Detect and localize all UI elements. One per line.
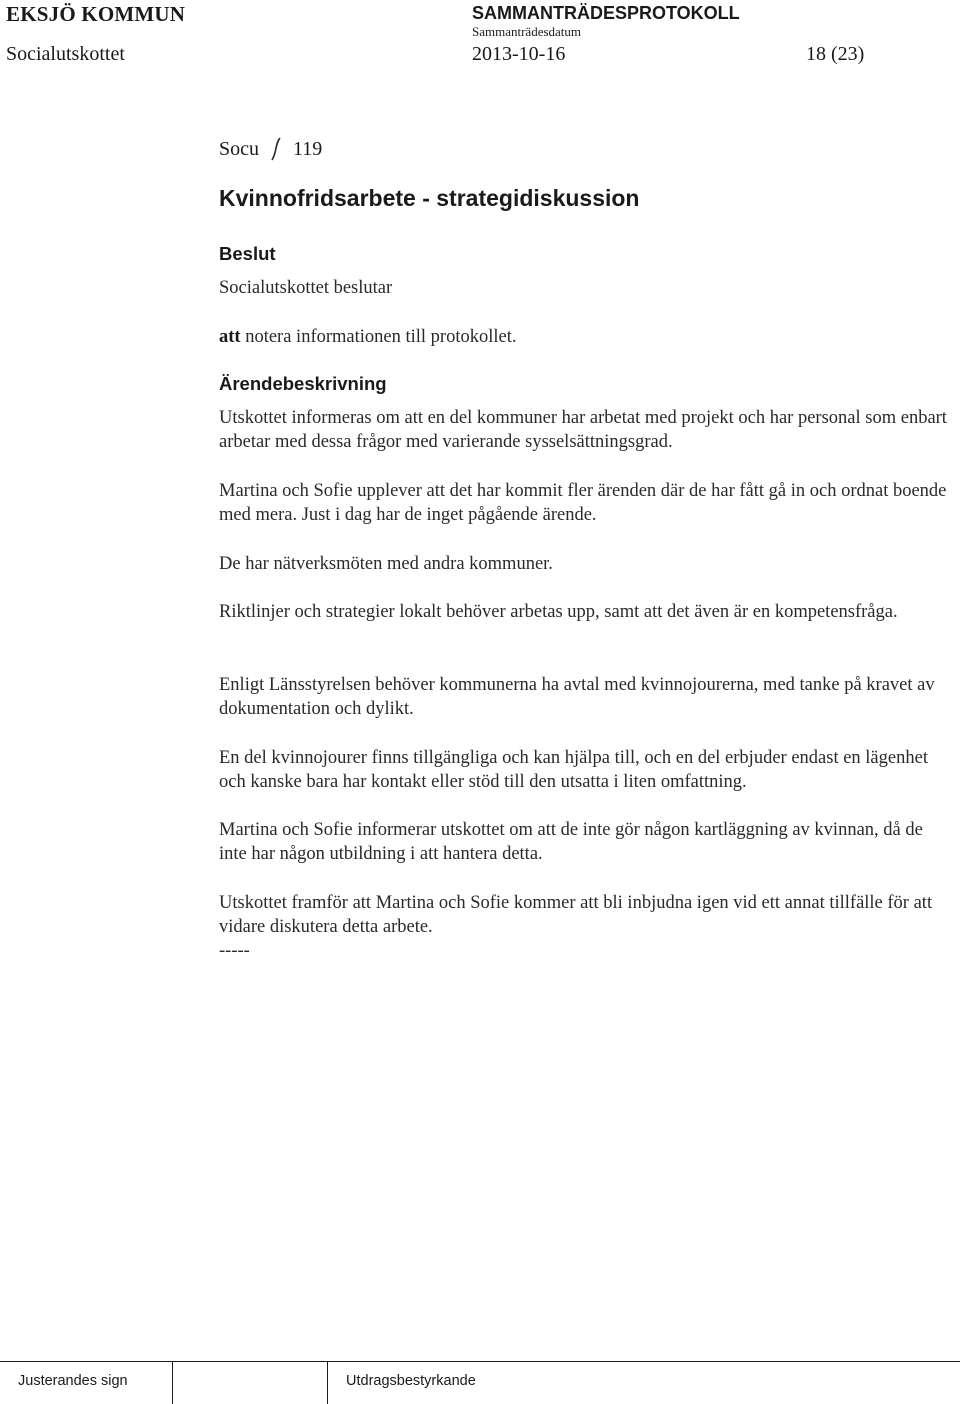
org-name: EKSJÖ KOMMUN — [6, 2, 186, 26]
description-paragraph: Utskottet framför att Martina och Sofie kommer att bli inbjudna igen vid ett annat tillfälle för att vidare diskutera detta arbete. — [219, 893, 933, 937]
description-paragraph: En del kvinnojourer finns tillgängliga och kan hjälpa till, och en del erbjuder endast en lägenhet och kanske bara har kontakt eller stöd till den utsatta i liten omfattning. — [219, 748, 928, 792]
paragraph-prefix: Socu — [219, 137, 259, 160]
footer-divider — [327, 1361, 328, 1404]
description-paragraph: Martina och Sofie upplever att det har kommit fler ärenden där de har fått gå in och ordnat boende med mera. Just i dag har de inget pågående ärende. — [219, 481, 947, 525]
section-sign-icon — [267, 136, 285, 162]
decision-heading: Beslut — [219, 243, 276, 264]
description-paragraph: De har nätverksmöten med andra kommuner. — [219, 554, 553, 574]
footer-rule — [0, 1361, 960, 1362]
meeting-date: 2013-10-16 — [472, 43, 566, 65]
paragraph-reference — [219, 136, 322, 162]
meeting-date-label: Sammanträdesdatum — [472, 24, 582, 39]
decision-statement — [219, 325, 949, 349]
description-paragraph: Riktlinjer och strategier lokalt behöver arbetas upp, samt att det även är en kompetensfråga. — [219, 602, 898, 622]
signature-label: Justerandes sign — [18, 1373, 128, 1389]
page-number: 18 (23) — [806, 43, 865, 65]
footer-divider — [172, 1361, 173, 1404]
description-heading: Ärendebeskrivning — [219, 373, 387, 394]
description-paragraph: Utskottet informeras om att en del kommuner har arbetat med projekt och har personal som enbart arbetar med dessa frågor med varierande sysselsättningsgrad. — [219, 408, 947, 452]
committee-name: Socialutskottet — [6, 43, 125, 65]
decision-intro: Socialutskottet beslutar — [219, 278, 393, 298]
certification-label: Utdragsbestyrkande — [346, 1373, 476, 1389]
item-title: Kvinnofridsarbete - strategidiskussion — [219, 185, 640, 211]
description-paragraph: Enligt Länsstyrelsen behöver kommunerna ha avtal med kvinnojourerna, med tanke på kravet av dokumentation och dylikt. — [219, 675, 935, 719]
att-keyword: att — [219, 327, 241, 347]
decision-text: notera informationen till protokollet. — [240, 327, 517, 347]
paragraph-number: 119 — [293, 137, 323, 160]
document-type: SAMMANTRÄDESPROTOKOLL — [472, 3, 740, 23]
description-paragraph: Martina och Sofie informerar utskottet om att de inte gör någon kartläggning av kvinnan, då de inte har någon utbildning i att hantera detta. — [219, 820, 923, 864]
end-marker: ----- — [219, 941, 250, 961]
